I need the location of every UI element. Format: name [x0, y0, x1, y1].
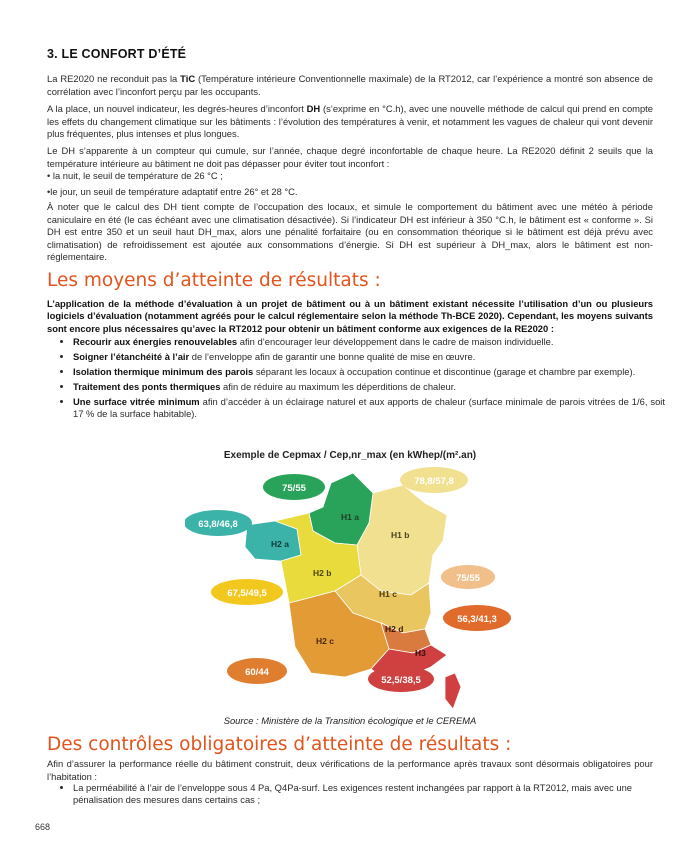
zone-label-h1b: H1 b — [391, 530, 410, 540]
badge-h1a — [263, 474, 325, 500]
item-bold: Une surface vitrée minimum — [73, 396, 200, 407]
list-item: • La perméabilité à l’air de l’enveloppe sous 4 Pa, Q4Pa-surf. Les exigences restent inchangées par rapport à la RT2012, mais avec une pénalisation des mesures dans certains cas ; — [73, 782, 665, 807]
heading-controles: Des contrôles obligatoires d’atteinte de résultats : — [47, 734, 512, 755]
map-title: Exemple de Cepmax / Cep,nr_max (en kWhep/(m².an) — [223, 450, 477, 461]
zone-label-h3: H3 — [415, 648, 426, 658]
seuil-nuit: • la nuit, le seuil de température de 26 °C ; — [47, 170, 223, 181]
item-text: de l’enveloppe afin de garantir une bonne qualité de mise en œuvre. — [189, 351, 476, 362]
badge-value: 67,5/49,5 — [227, 588, 267, 599]
list-item — [73, 351, 665, 363]
section-title: 3. LE CONFORT D’ÉTÉ — [47, 47, 187, 61]
paragraph-controles: Afin d’assurer la performance réelle du bâtiment construit, deux vérifications de la performance après travaux sont désormais obligatoires pour l’habitation : — [47, 758, 653, 782]
list-item — [73, 381, 665, 393]
intro-moyens: L’application de la méthode d’évaluation à un projet de bâtiment ou à un bâtiment existant nécessite l’utilisation d’un ou plusieurs logiciels d’évaluation (notamment agréés pour le calcul réglementaire selon la méthode Th-BCE 2020). Cependant, les moyens suivants sont encore plus nécessaires qu’avec la RT2012 pour obtenir un bâtiment conforme aux exigences de la RE2020 : — [47, 298, 653, 334]
paragraph-seuils: Le DH s’apparente à un compteur qui cumule, sur l’année, chaque degré inconfortable de chaque heure. La RE2020 définit 2 seuils que la température intérieure au bâtiment ne doit pas dépasser pour éviter tout inconfort : — [47, 145, 653, 169]
paragraph-dh — [47, 103, 653, 141]
badge-h2c — [227, 658, 287, 684]
badge-value: 75/55 — [282, 483, 306, 494]
badge-h3 — [368, 666, 434, 692]
france-climate-zone-map — [185, 463, 515, 713]
item-text: afin d’encourager leur développement dans le cadre de maison individuelle. — [237, 336, 554, 347]
badge-value: 75/55 — [456, 573, 480, 584]
badge-h1b — [400, 467, 468, 493]
paragraph-calcul-dh: À noter que le calcul des DH tient compte de l’occupation des locaux, et simule le comportement du bâtiment avec une météo à période caniculaire en été (le cas échéant avec une climatisation désactivée). Si l’indicateur DH est inférieur à 350 °C.h, le bâtiment est « conforme ». Si DH est entre 350 et un seuil haut DH_max, alors une pénalité forfaitaire (ou en consommation théorique si le bâtiment est déjà prévu avec climatisation) de refroidissement est ajoutée aux consommations d’énergie. Si DH est supérieur à DH_max, alors le bâtiment est non-réglementaire. — [47, 201, 653, 263]
badge-h2b — [211, 579, 283, 605]
page-number: 668 — [35, 822, 51, 832]
item-text: afin de réduire au maximum les déperditions de chaleur. — [220, 381, 456, 392]
zone-label-h1a: H1 a — [341, 512, 359, 522]
paragraph-tic — [47, 73, 653, 98]
zone-label-h2c: H2 c — [316, 636, 334, 646]
item-text: afin d’accéder à un éclairage naturel et aux apports de chaleur (surface minimale de parois vitrées de 1/6, soit 17 % de la surface habitable). — [73, 396, 665, 420]
badge-value: 56,3/41,3 — [457, 614, 497, 625]
item-bold: Recourir aux énergies renouvelables — [73, 336, 238, 347]
zone-label-h2a: H2 a — [271, 539, 289, 549]
zone-label-h2b: H2 b — [313, 568, 332, 578]
list-item — [73, 336, 665, 348]
heading-moyens: Les moyens d’atteinte de résultats : — [47, 270, 381, 291]
text: A la place, un nouvel indicateur, les degrés-heures d’inconfort — [47, 103, 307, 114]
text: (s’exprime en °C.h), avec une nouvelle méthode de calcul qui prend en compte les effets du changement climatique sur les bâtiments : l’évolution des températures à venir, et notamment les vagues de chaleur qui vont devenir plus fréquentes, plus intenses et plus longues. — [47, 103, 653, 140]
item-bold: Soigner l’étanchéité à l’air — [73, 351, 190, 362]
badge-h2a — [185, 510, 252, 536]
map-source: Source : Ministère de la Transition écologique et le CEREMA — [223, 715, 477, 726]
badge-h1c — [441, 565, 495, 589]
term-dh: DH — [306, 103, 321, 114]
item-bold: Traitement des ponts thermiques — [73, 381, 221, 392]
text: (Température intérieure Conventionnelle maximale) de la RT2012, car l’expérience a montré son absence de corrélation avec l’inconfort perçu par les occupants. — [47, 73, 654, 97]
zone-label-h1c: H1 c — [379, 589, 397, 599]
badge-value: 78,8/57,8 — [414, 476, 454, 487]
list-item — [73, 396, 665, 421]
moyens-list — [62, 336, 665, 423]
list-item — [73, 366, 665, 378]
badge-h2d — [443, 605, 511, 631]
badge-value: 63,8/46,8 — [198, 519, 238, 530]
badge-value: 60/44 — [245, 667, 269, 678]
item-text: séparant les locaux à occupation continue et discontinue (garage et chambre par exemple). — [253, 366, 636, 377]
seuil-jour: •le jour, un seuil de température adaptatif entre 26° et 28 °C. — [47, 186, 298, 197]
item-bold: Isolation thermique minimum des parois — [73, 366, 254, 377]
zone-shape-corsica — [445, 673, 461, 709]
controles-list — [62, 782, 665, 807]
term-tic: TiC — [180, 73, 196, 84]
badge-value: 52,5/38,5 — [381, 675, 421, 686]
zone-label-h2d: H2 d — [385, 624, 404, 634]
text: La RE2020 ne reconduit pas la — [47, 73, 181, 84]
